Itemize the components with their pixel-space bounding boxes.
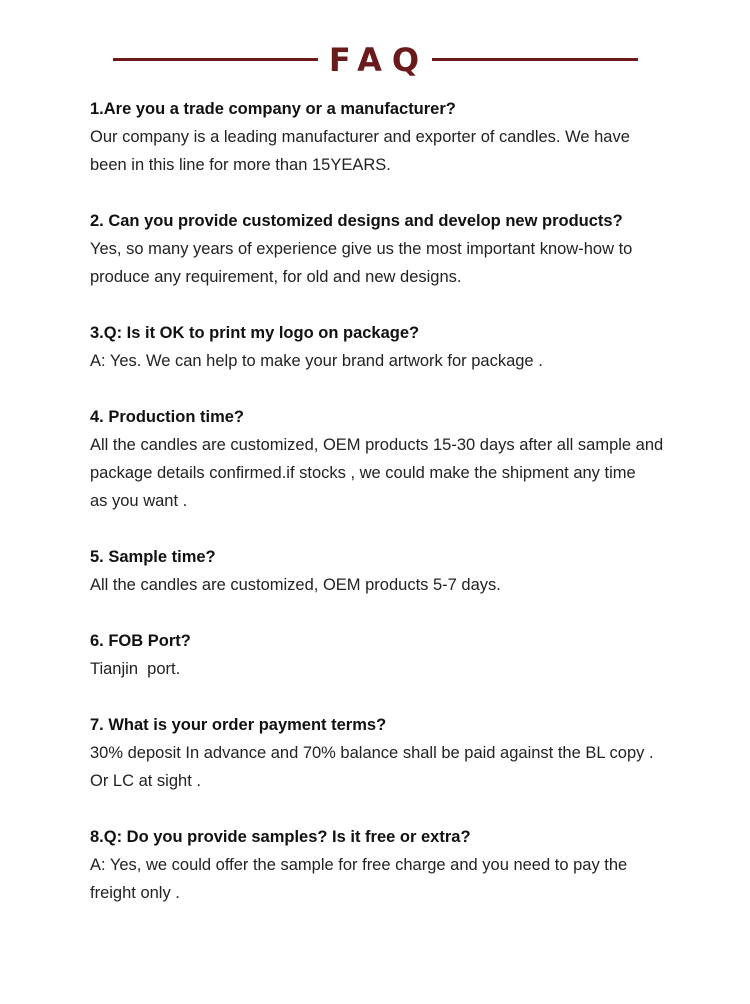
faq-question: 8.Q: Do you provide samples? Is it free or extra? [90,828,471,846]
faq-answer: All the candles are customized, OEM products 5-7 days. [90,576,501,594]
faq-answer: Tianjin port. [90,660,181,678]
faq-answer: A: Yes. We can help to make your brand artwork for package . [90,352,543,370]
faq-question: 6. FOB Port? [90,632,191,650]
header-rule-right [432,58,638,61]
faq-question: 3.Q: Is it OK to print my logo on package? [90,324,420,342]
faq-item [90,319,680,375]
page-title: FAQ [328,41,430,79]
faq-item [90,711,680,795]
faq-item [90,95,680,179]
faq-item [90,823,680,907]
faq-answer: Yes, so many years of experience give us the most important know-how to produce any requirement, for old and new designs. [90,240,633,286]
faq-question: 4. Production time? [90,408,245,426]
faq-item [90,403,680,515]
faq-question: 2. Can you provide customized designs and develop new products? [90,212,623,230]
faq-header [0,38,750,82]
faq-answer: 30% deposit In advance and 70% balance shall be paid against the BL copy . Or LC at sight . [90,744,654,790]
faq-answer: All the candles are customized, OEM products 15-30 days after all sample and package details confirmed.if stocks , we could make the shipment any time as you want . [90,436,664,510]
faq-list [90,95,680,935]
faq-item [90,627,680,683]
faq-item [90,543,680,599]
faq-question: 7. What is your order payment terms? [90,716,387,734]
faq-item [90,207,680,291]
faq-answer: Our company is a leading manufacturer and exporter of candles. We have been in this line for more than 15YEARS. [90,128,630,174]
header-rule-left [113,58,318,61]
faq-answer: A: Yes, we could offer the sample for free charge and you need to pay the freight only . [90,856,628,902]
faq-question: 1.Are you a trade company or a manufacturer? [90,100,456,118]
faq-question: 5. Sample time? [90,548,216,566]
